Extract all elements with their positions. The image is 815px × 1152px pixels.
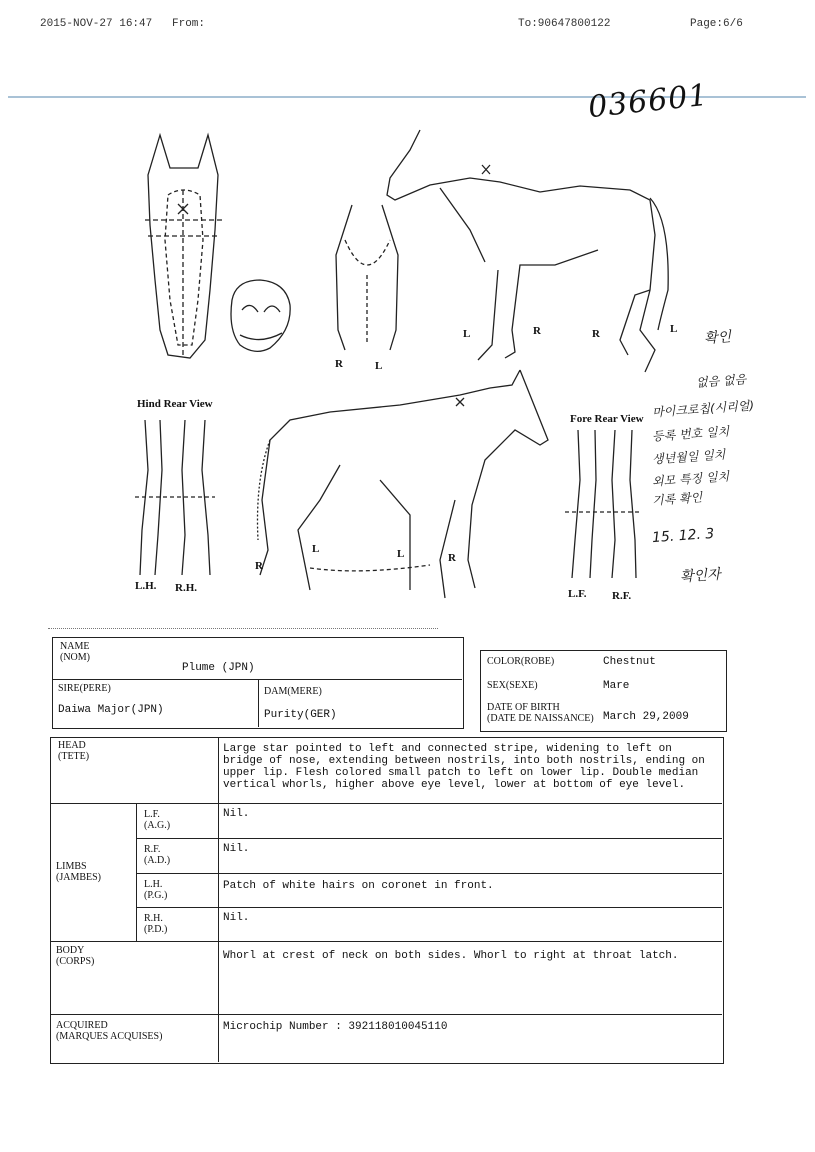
leg-label-lf: L.F. — [568, 588, 587, 600]
muzzle-view — [231, 280, 290, 351]
leg-label-r: R — [335, 358, 343, 370]
leg-label-l: L — [312, 543, 320, 555]
rf-label: R.F. (A.D.) — [144, 844, 171, 866]
acquired-label: ACQUIRED (MARQUES ACQUISES) — [56, 1020, 163, 1042]
handwritten-signature: 확인자 — [679, 566, 722, 586]
handwritten-page-number: 036601 — [586, 77, 711, 126]
horse-name: Plume (JPN) — [182, 662, 255, 674]
leg-label-l: L — [375, 360, 383, 372]
fore-legs-view — [565, 430, 640, 578]
dob-label: DATE OF BIRTH (DATE DE NAISSANCE) — [487, 702, 594, 724]
handwritten-note: 확인 — [703, 329, 732, 347]
fax-page: Page:6/6 — [690, 18, 743, 30]
horse-right-side — [258, 370, 549, 598]
neck-front-view — [336, 205, 398, 350]
limbs-label: LIMBS (JAMBES) — [56, 861, 102, 883]
color-label: COLOR(ROBE) — [487, 656, 555, 667]
fax-datetime: 2015-NOV-27 16:47 — [40, 18, 153, 30]
row-divider — [136, 907, 722, 908]
sire-value: Daiwa Major(JPN) — [58, 704, 164, 716]
handwritten-note: 등록 번호 일치 — [651, 424, 730, 444]
rh-label: R.H. (P.D.) — [144, 913, 168, 935]
row-divider — [136, 838, 722, 839]
sex-value: Mare — [603, 680, 630, 692]
handwritten-note: 외모 특징 일치 — [651, 469, 730, 489]
lf-markings: Nil. — [223, 808, 250, 820]
horse-left-side — [387, 130, 668, 372]
head-markings: Large star pointed to left and connected stripe, widening to left on bridge of nose, extending between nostrils, into both nostrils, ending on upper lip. Flesh colored small patch to left on lower lip. Double median vertical whorls, higher above eye level, lower at bottom of eye level. — [223, 743, 705, 791]
dam-label: DAM(MERE) — [264, 686, 322, 697]
lh-markings: Patch of white hairs on coronet in front. — [223, 880, 494, 892]
fax-to: To:90647800122 — [518, 18, 611, 30]
leg-label-l: L — [463, 328, 471, 340]
head-label: HEAD (TETE) — [58, 740, 90, 762]
rf-markings: Nil. — [223, 843, 250, 855]
dob-value: March 29,2009 — [603, 711, 689, 723]
handwritten-note: 기록 확인 — [651, 490, 703, 508]
handwritten-date: 15. 12. 3 — [651, 525, 715, 547]
handwritten-note: 없음 없음 — [695, 372, 747, 390]
leg-label-r: R — [448, 552, 456, 564]
rh-markings: Nil. — [223, 912, 250, 924]
leg-label-l: L — [670, 323, 678, 335]
sire-label: SIRE(PERE) — [58, 683, 111, 694]
row-divider — [136, 873, 722, 874]
lh-label: L.H. (P.G.) — [144, 879, 168, 901]
fore-rear-view-label: Fore Rear View — [570, 413, 644, 425]
sex-label: SEX(SEXE) — [487, 680, 538, 691]
leg-label-rf: R.F. — [612, 590, 632, 602]
fax-from: From: — [172, 18, 206, 30]
lf-label: L.F. (A.G.) — [144, 809, 171, 831]
color-value: Chestnut — [603, 656, 656, 668]
row-divider — [50, 803, 722, 804]
head-front-view — [145, 135, 222, 358]
row-divider — [50, 1014, 722, 1015]
col-divider — [258, 680, 259, 727]
dam-value: Purity(GER) — [264, 709, 337, 721]
leg-label-lh: L.H. — [135, 580, 157, 592]
body-markings: Whorl at crest of neck on both sides. Whorl to right at throat latch. — [223, 950, 679, 962]
leg-label-rh: R.H. — [175, 582, 197, 594]
col-divider — [136, 803, 137, 941]
leg-label-r: R — [592, 328, 600, 340]
handwritten-note: 마이크로칩(시리얼) — [651, 398, 755, 420]
body-label: BODY (CORPS) — [56, 945, 95, 967]
handwritten-note: 생년월일 일치 — [651, 447, 726, 467]
row-divider — [50, 941, 722, 942]
row-divider — [52, 679, 462, 680]
leg-label-r: R — [533, 325, 541, 337]
hind-rear-view-label: Hind Rear View — [137, 398, 213, 410]
acquired-markings: Microchip Number : 392118010045110 — [223, 1021, 448, 1033]
leg-label-r: R — [255, 560, 263, 572]
leg-label-l: L — [397, 548, 405, 560]
name-label: NAME (NOM) — [60, 641, 90, 663]
divider — [48, 628, 438, 629]
hind-legs-view — [135, 420, 215, 575]
